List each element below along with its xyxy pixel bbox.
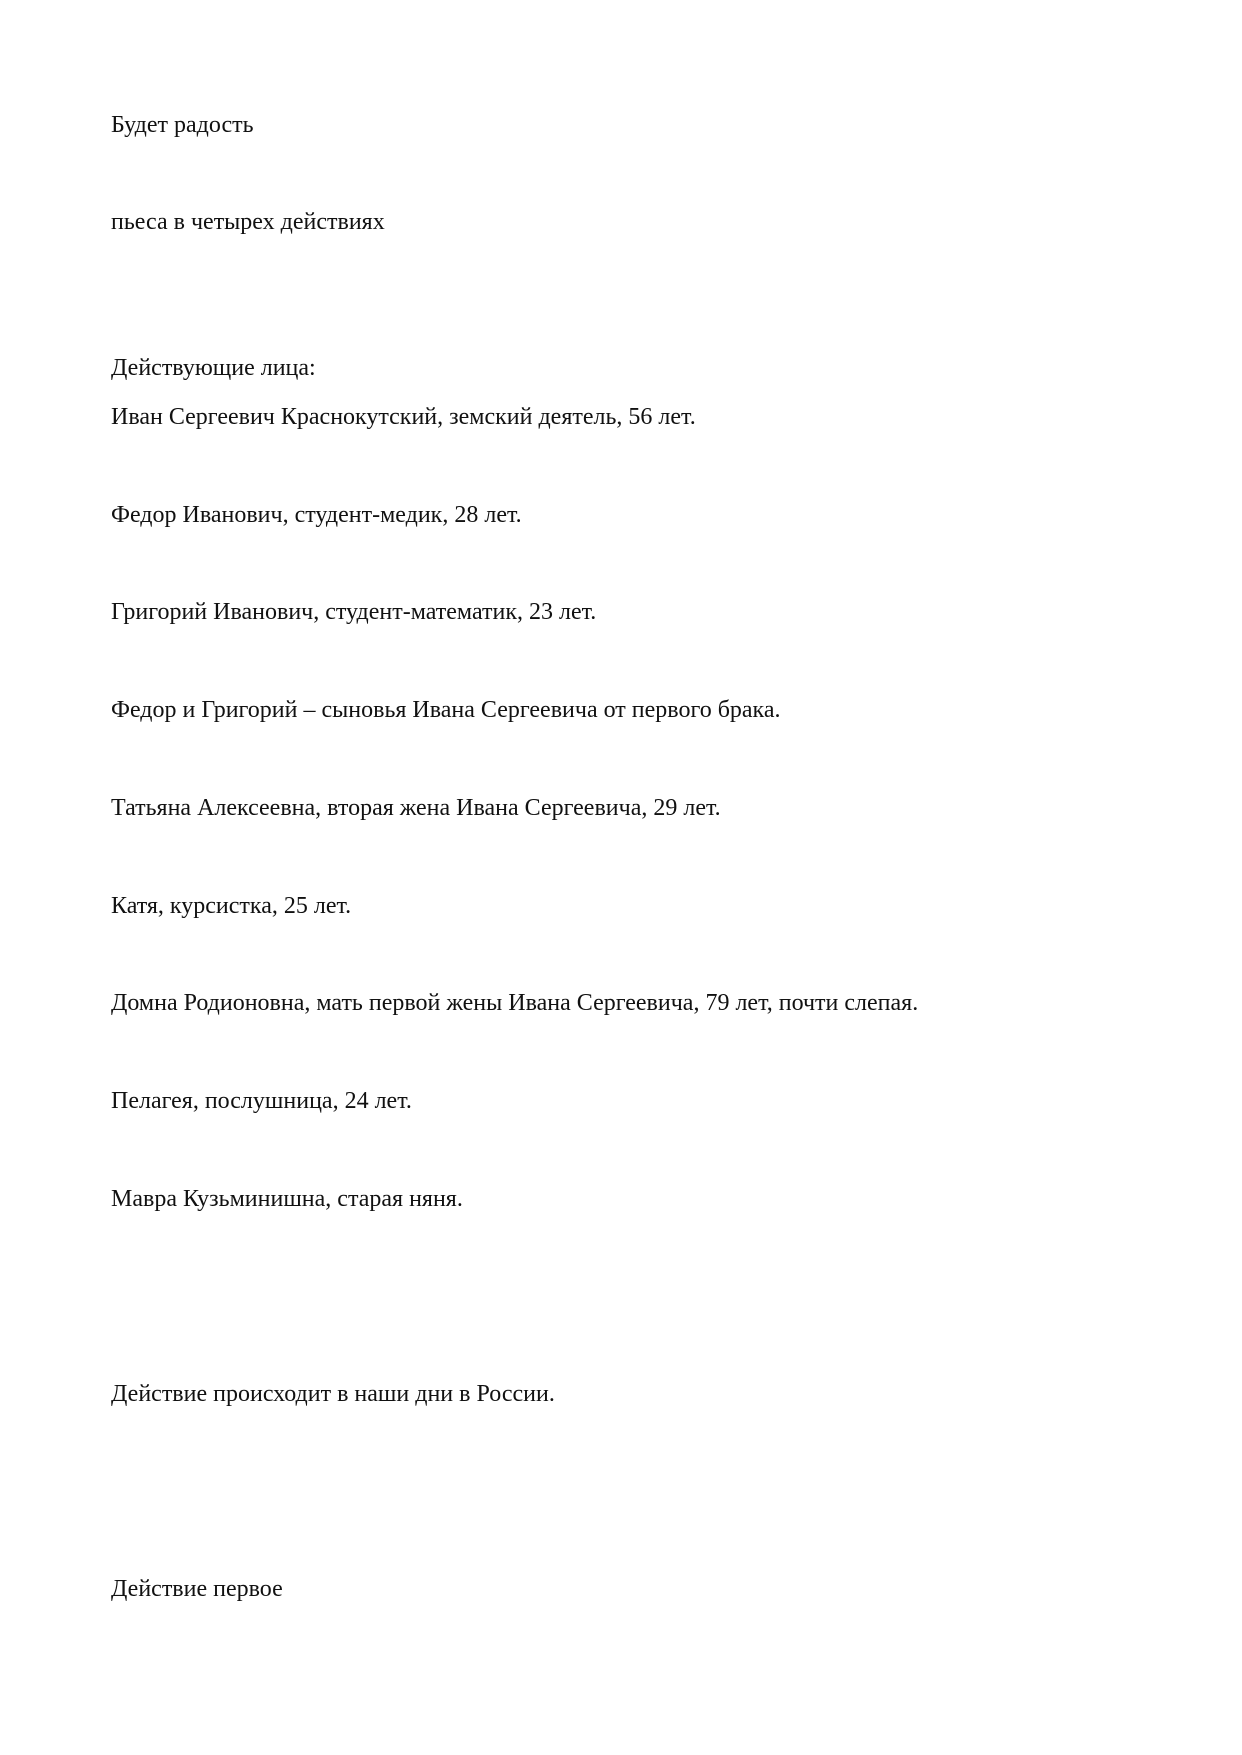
cast-item: Мавра Кузьминишна, старая няня. <box>111 1186 463 1212</box>
setting-line: Действие происходит в наши дни в России. <box>111 1381 555 1407</box>
cast-item: Федор и Григорий – сыновья Ивана Сергеевича от первого брака. <box>111 697 781 723</box>
act-heading: Действие первое <box>111 1576 283 1602</box>
cast-item: Катя, курсистка, 25 лет. <box>111 893 352 919</box>
play-title: Будет радость <box>111 112 254 138</box>
cast-item: Татьяна Алексеевна, вторая жена Ивана Сергеевича, 29 лет. <box>111 795 721 821</box>
cast-item: Григорий Иванович, студент-математик, 23 лет. <box>111 599 597 625</box>
cast-heading: Действующие лица: <box>111 355 316 381</box>
cast-item: Домна Родионовна, мать первой жены Ивана Сергеевича, 79 лет, почти слепая. <box>111 990 919 1016</box>
cast-item: Иван Сергеевич Краснокутский, земский деятель, 56 лет. <box>111 404 696 430</box>
cast-item: Пелагея, послушница, 24 лет. <box>111 1088 412 1114</box>
cast-item: Федор Иванович, студент-медик, 28 лет. <box>111 502 522 528</box>
play-subtitle: пьеса в четырех действиях <box>111 209 385 235</box>
